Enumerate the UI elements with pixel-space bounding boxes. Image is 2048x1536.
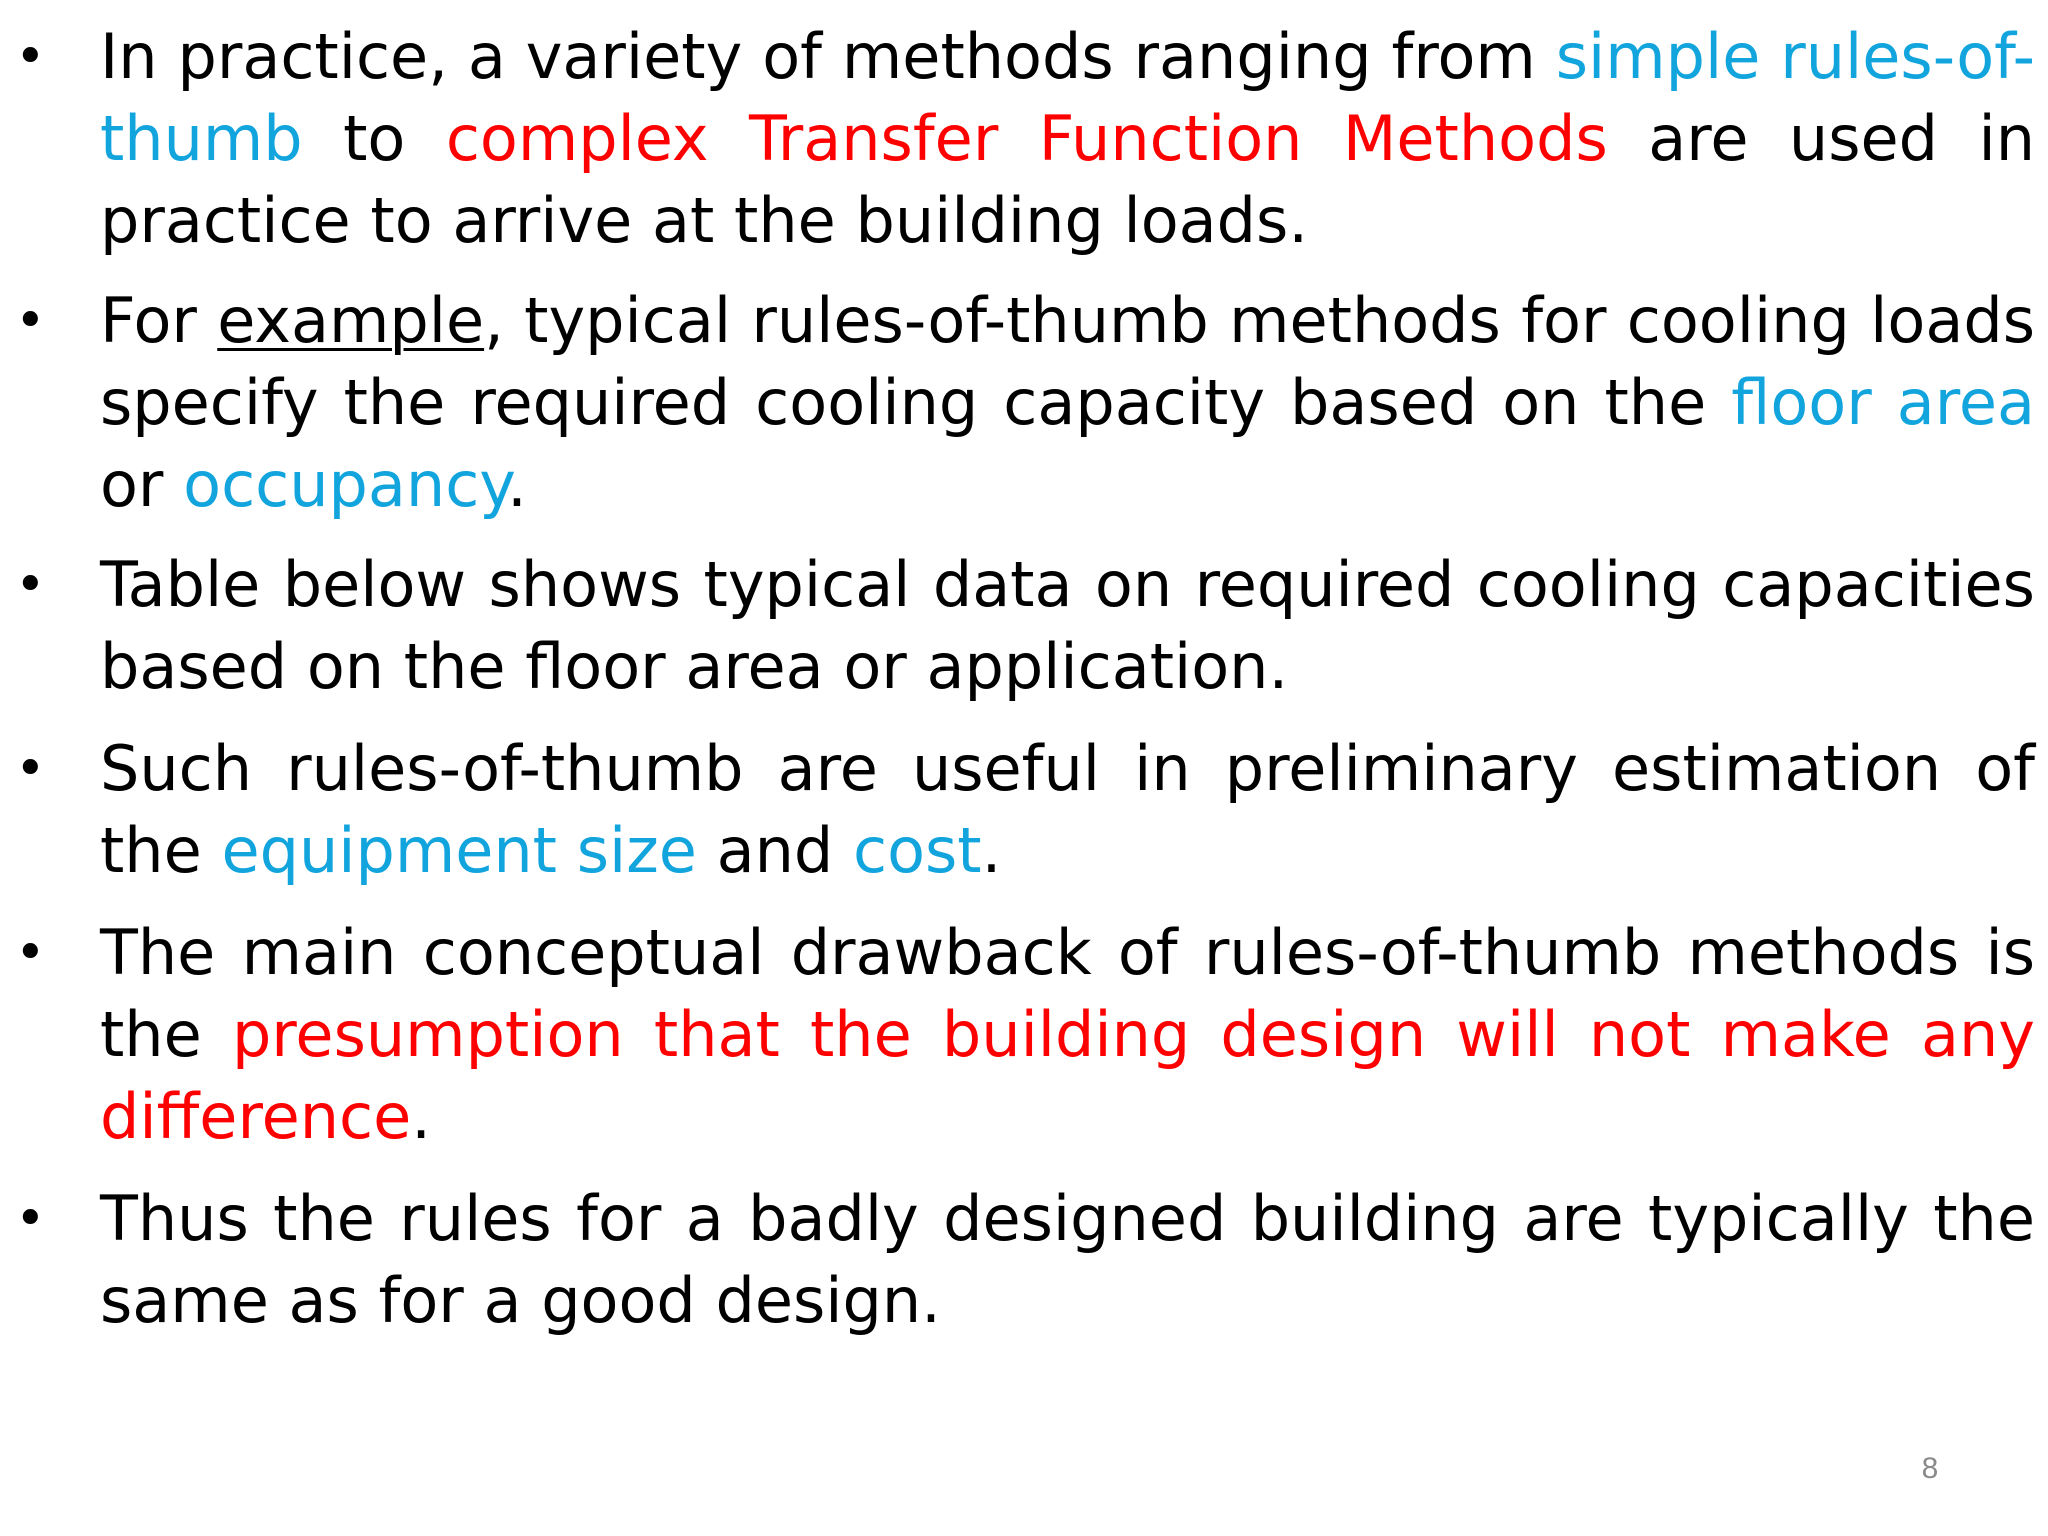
text-run: For [100,284,218,357]
bullet-text-1 [100,16,2035,262]
bullet-text-6 [100,1178,2035,1342]
text-run: . [981,814,1002,887]
bullet-dot-icon: • [15,27,46,87]
text-run: to [302,102,446,175]
highlight-floor-area: floor area [1731,366,2035,439]
underlined-example: example [217,284,485,357]
text-run: Table below shows typical data on required cooling capacities based on the floor area or application. [100,548,2035,703]
text-run: . [507,448,527,521]
text-run: . [411,1080,431,1153]
text-run: or [100,448,184,521]
bullet-dot-icon: • [15,291,46,351]
highlight-cost: cost [852,814,982,887]
bullet-dot-icon: • [15,555,46,615]
bullet-text-2 [100,280,2035,526]
bullet-text-3 [100,544,2035,708]
bullet-text-4 [100,728,2035,892]
bullet-dot-icon: • [15,1189,46,1249]
bullet-dot-icon: • [15,923,46,983]
highlight-simple-rules-of-thumb: simple rules-of-thumb [100,20,2035,175]
highlight-transfer-function-methods: complex Transfer Function Methods [445,102,1608,175]
highlight-presumption: presumption that the building design will not make any difference [100,998,2035,1153]
highlight-occupancy: occupancy [183,448,508,521]
text-run: are used in practice to arrive at the building loads. [100,102,2035,257]
text-run: The main conceptual drawback of rules-of-thumb methods is the [100,916,2035,1071]
page-number: 8 [1921,1452,1939,1485]
highlight-equipment-size: equipment size [221,814,697,887]
bullet-text-5 [100,912,2035,1158]
text-run: Such rules-of-thumb are useful in preliminary estimation of the [100,732,2035,887]
bullet-dot-icon: • [15,739,46,799]
text-run: , typical rules-of-thumb methods for cooling loads specify the required cooling capacity based on the [100,284,2035,439]
text-run: In practice, a variety of methods ranging from [100,20,1556,93]
text-run: and [696,814,853,887]
text-run: Thus the rules for a badly designed building are typically the same as for a good design. [100,1182,2035,1337]
